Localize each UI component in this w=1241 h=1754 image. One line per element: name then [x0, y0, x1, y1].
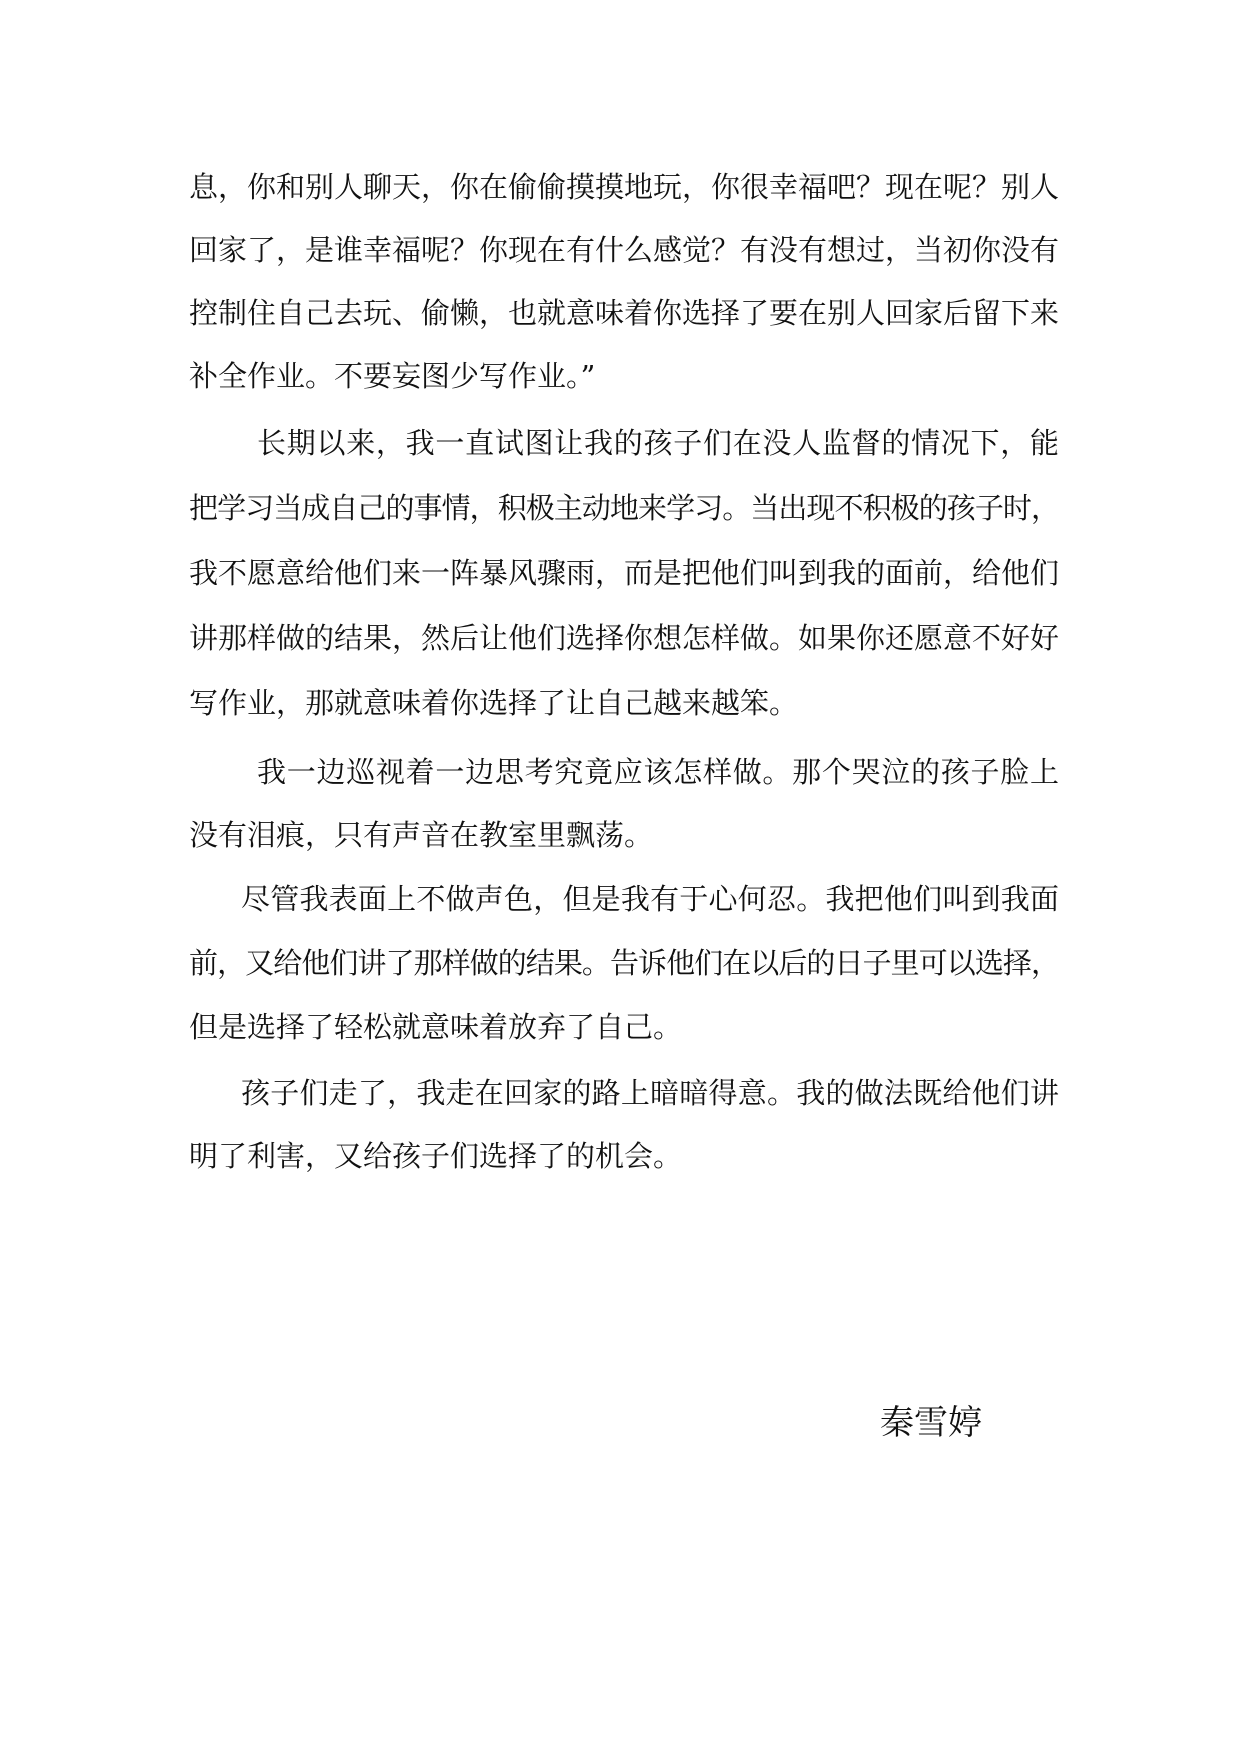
text-line: 控制住自己去玩、偷懒，也就意味着你选择了要在别人回家后留下来 [189, 296, 1060, 330]
paragraph-text [189, 156, 1059, 408]
text-line: 回家了，是谁幸福呢？你现在有什么感觉？有没有想过，当初你没有 [189, 233, 1060, 267]
paragraph-3 [189, 741, 1059, 867]
text-line: 息，你和别人聊天，你在偷偷摸摸地玩，你很幸福吧？现在呢？别人 [189, 170, 1060, 204]
author-signature: 秦雪婷 [880, 1403, 982, 1443]
text-line: 孩子们走了，我走在回家的路上暗暗得意。我的做法既给他们讲 [241, 1076, 1060, 1110]
text-line: 前，又给他们讲了那样做的结果。告诉他们在以后的日子里可以选择， [189, 946, 1059, 980]
text-line: 尽管我表面上不做声色，但是我有于心何忍。我把他们叫到我面 [241, 882, 1060, 916]
text-line: 明了利害，又给孩子们选择了的机会。 [189, 1139, 683, 1173]
paragraph-5 [189, 1062, 1059, 1188]
paragraph-1 [189, 156, 1059, 408]
text-line: 补全作业。不要妄图少写作业。” [189, 359, 596, 393]
text-line: 把学习当成自己的事情，积极主动地来学习。当出现不积极的孩子时， [189, 491, 1059, 525]
text-line: 讲那样做的结果，然后让他们选择你想怎样做。如果你还愿意不好好 [189, 621, 1060, 655]
text-line: 我一边巡视着一边思考究竟应该怎样做。那个哭泣的孩子脸上 [257, 755, 1060, 789]
paragraph-text [189, 741, 1059, 867]
paragraph-text [189, 411, 1059, 736]
paragraph-text [189, 1062, 1059, 1188]
paragraph-text [189, 867, 1059, 1059]
paragraph-4 [189, 867, 1059, 1059]
text-line: 写作业，那就意味着你选择了让自己越来越笨。 [189, 686, 799, 720]
text-line: 我不愿意给他们来一阵暴风骤雨，而是把他们叫到我的面前，给他们 [189, 556, 1060, 590]
text-line: 长期以来，我一直试图让我的孩子们在没人监督的情况下，能 [257, 426, 1060, 460]
text-line: 但是选择了轻松就意味着放弃了自己。 [189, 1010, 683, 1044]
paragraph-2 [189, 411, 1059, 736]
text-line: 没有泪痕，只有声音在教室里飘荡。 [189, 818, 654, 852]
